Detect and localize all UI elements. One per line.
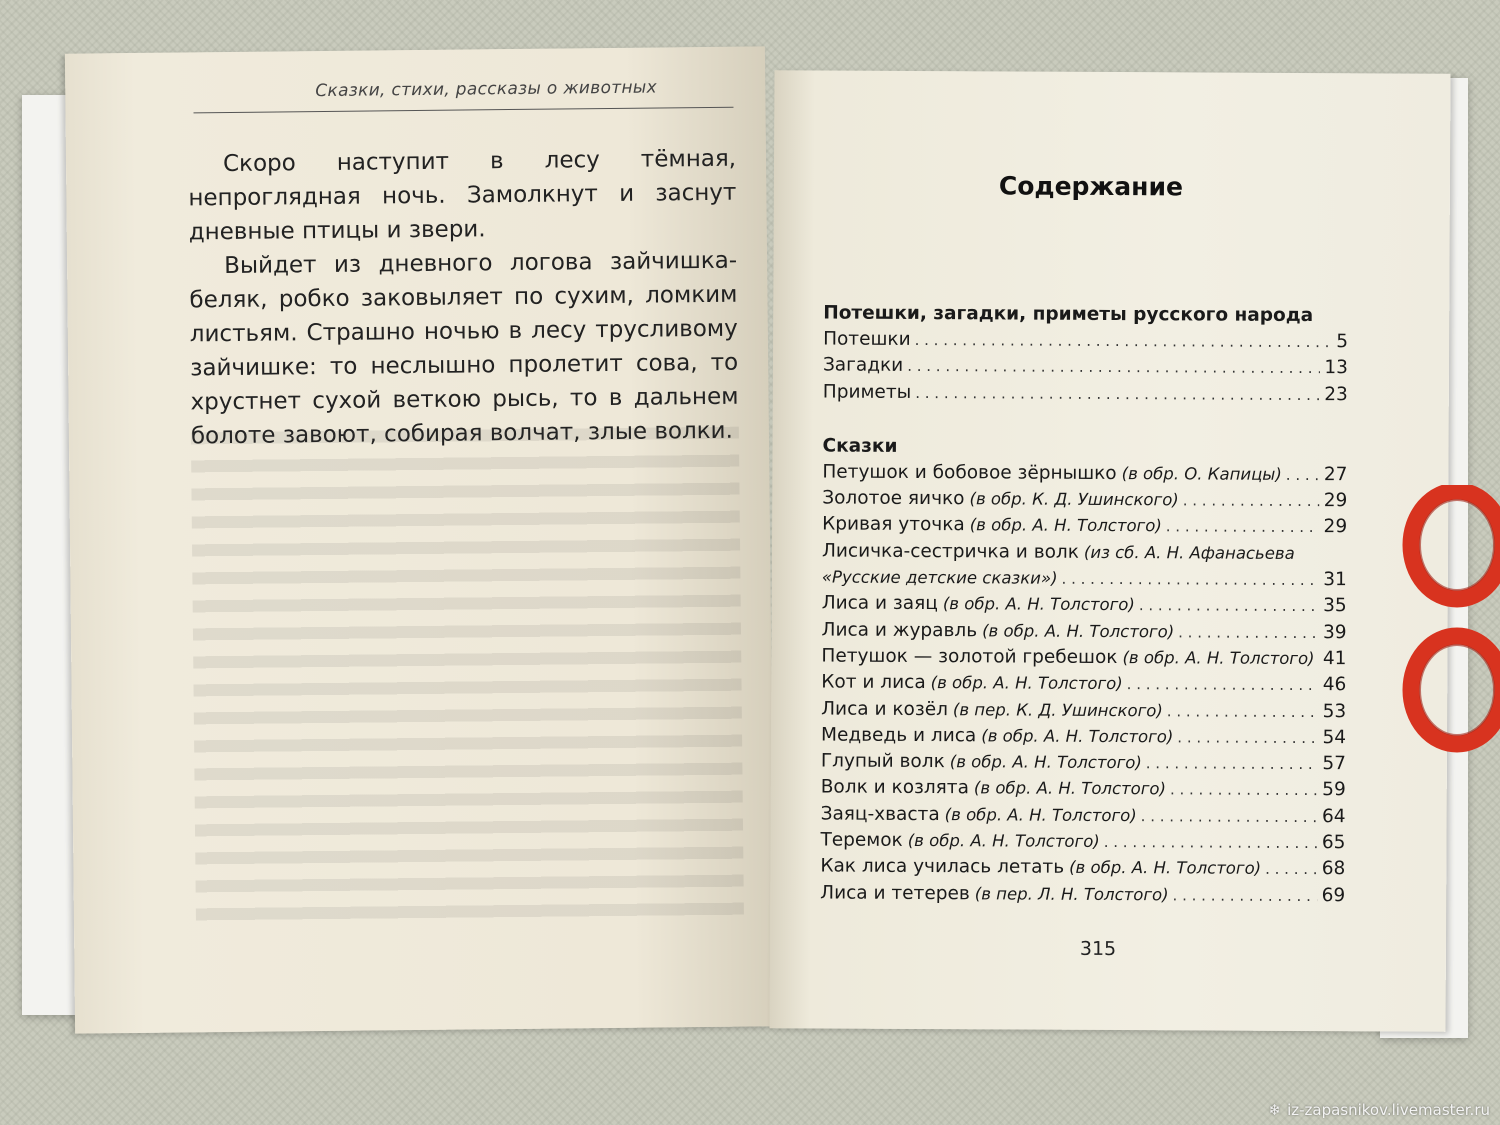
toc-entry bbox=[823, 353, 1348, 382]
leader-dots bbox=[1166, 514, 1320, 541]
show-through-text bbox=[191, 427, 744, 933]
toc-entry-page: 68 bbox=[1321, 858, 1346, 880]
toc-entry-title: Лиса и журавль bbox=[821, 619, 978, 641]
toc-entry-note: (в обр. А. Н. Толстого) bbox=[969, 515, 1162, 536]
leader-dots bbox=[1170, 777, 1318, 804]
toc-entry-note: (в обр. А. Н. Толстого) bbox=[981, 726, 1174, 747]
toc-entry-page: 13 bbox=[1324, 357, 1349, 379]
toc-entry-note: (в обр. А. Н. Толстого) bbox=[1122, 648, 1315, 669]
toc-entry-note: (в обр. А. Н. Толстого) bbox=[907, 830, 1100, 851]
toc-entry bbox=[820, 828, 1345, 857]
leader-dots bbox=[1173, 882, 1318, 909]
leader-dots bbox=[1141, 803, 1318, 830]
leader-dots bbox=[1127, 671, 1319, 698]
toc-entry bbox=[821, 643, 1346, 672]
toc-entry-title: Приметы bbox=[822, 381, 912, 403]
toc-section-heading: Потешки, загадки, приметы русского народа bbox=[823, 302, 1314, 327]
toc-entry-title: Теремок bbox=[820, 829, 903, 851]
right-page bbox=[769, 70, 1450, 1032]
toc-entry-title: Как лиса училась летать bbox=[820, 855, 1065, 879]
toc-entry-title: Лиса и тетерев bbox=[820, 882, 970, 904]
toc-entry-page: 65 bbox=[1321, 832, 1346, 854]
watermark-text: iz-zapasnikov.livemaster.ru bbox=[1287, 1101, 1490, 1119]
toc-entry-page: 64 bbox=[1322, 805, 1346, 827]
leader-dots bbox=[915, 327, 1333, 355]
toc-entry-page: 59 bbox=[1322, 779, 1346, 801]
page-title: Содержание bbox=[998, 171, 1184, 202]
leader-dots bbox=[1286, 462, 1320, 488]
toc-entry bbox=[820, 880, 1345, 909]
toc-entry-note: (в обр. А. Н. Толстого) bbox=[930, 673, 1123, 694]
toc-entry bbox=[822, 538, 1347, 567]
toc-entry bbox=[821, 749, 1346, 778]
toc-entry-note: (из сб. А. Н. Афанасьева bbox=[1083, 542, 1295, 563]
leader-dots bbox=[907, 353, 1320, 381]
toc-entry-title: Лиса и заяц bbox=[821, 592, 938, 615]
toc-entry bbox=[822, 459, 1347, 488]
toc-entry-title: Лиса и козёл bbox=[821, 698, 948, 720]
toc-entry-title: Заяц-хваста bbox=[820, 803, 940, 825]
header-rule bbox=[194, 107, 734, 114]
leader-dots bbox=[1146, 750, 1319, 777]
toc-entry-note: (в обр. К. Д. Ушинского) bbox=[969, 489, 1179, 510]
toc-entry-title: Петушок и бобовое зёрнышко bbox=[822, 461, 1117, 484]
paragraph: Выйдет из дневного логова зайчишка-беляк, робко заковыляет по сухим, ломким листьям. Страшно ночью в лесу трусливому зайчишке: то неслышно пролетит сова, то хрустнет сухой веткою рысь, то в дальнем болоте завоют, собирая волчат, злые волки. bbox=[189, 247, 739, 450]
toc-entry-page: 27 bbox=[1323, 464, 1348, 486]
toc-entry-page: 5 bbox=[1336, 331, 1349, 353]
toc-entry bbox=[820, 854, 1345, 883]
leader-dots bbox=[915, 380, 1320, 408]
leader-dots bbox=[1183, 488, 1320, 515]
toc-entry-page: 69 bbox=[1321, 884, 1346, 906]
toc-entry-page: 35 bbox=[1323, 595, 1347, 617]
toc-entry-note: (в пер. К. Д. Ушинского) bbox=[952, 699, 1163, 720]
page-body-text bbox=[188, 142, 739, 454]
leader-dots bbox=[1265, 856, 1318, 883]
toc-entry-title: Золотое яичко bbox=[822, 487, 965, 510]
toc-entry-title: Волк и козлята bbox=[820, 776, 970, 799]
toc-entry-page: 54 bbox=[1322, 726, 1347, 749]
toc-entry-page: 53 bbox=[1322, 700, 1347, 722]
toc-entry bbox=[821, 775, 1346, 804]
paragraph: Скоро наступит в лесу тёмная, непроглядная ночь. Замолкнут и заснут дневные птицы и звери. bbox=[188, 145, 737, 246]
toc-entry-title: Глупый волк bbox=[820, 750, 945, 773]
toc-entry bbox=[822, 617, 1347, 646]
toc-entry-page: 29 bbox=[1323, 490, 1348, 512]
toc-entry bbox=[822, 486, 1347, 515]
toc-entry-note: (в обр. А. Н. Толстого) bbox=[1069, 858, 1262, 879]
toc-entry-title: Лисичка-сестричка и волк bbox=[821, 540, 1080, 563]
toc-entry bbox=[821, 696, 1346, 725]
leader-dots bbox=[1139, 593, 1319, 620]
toc-entry-page: 46 bbox=[1322, 674, 1347, 696]
toc-entry bbox=[822, 512, 1347, 541]
toc-section-heading: Сказки bbox=[822, 435, 898, 457]
table-of-contents bbox=[820, 300, 1348, 909]
page-number: 315 bbox=[1079, 937, 1117, 961]
running-head: Сказки, стихи, рассказы о животных bbox=[315, 77, 658, 102]
toc-entry-page: 23 bbox=[1324, 383, 1348, 405]
toc-entry-note: (в обр. А. Н. Толстого) bbox=[973, 778, 1167, 799]
toc-entry-page: 57 bbox=[1322, 753, 1346, 775]
left-page bbox=[65, 46, 775, 1033]
toc-entry bbox=[821, 801, 1346, 830]
toc-entry-page: 29 bbox=[1323, 516, 1348, 538]
toc-entry-note: (в пер. Л. Н. Толстого) bbox=[974, 883, 1169, 904]
leader-dots bbox=[1318, 646, 1319, 672]
toc-entry-note: «Русские детские сказки») bbox=[821, 567, 1058, 588]
toc-entry bbox=[823, 379, 1348, 408]
leader-dots bbox=[1167, 698, 1319, 725]
toc-entry-note: (в обр. О. Капицы) bbox=[1121, 463, 1282, 484]
toc-entry-title: Потешки bbox=[823, 328, 911, 350]
leader-dots bbox=[1178, 619, 1319, 646]
toc-entry-page: 31 bbox=[1323, 569, 1347, 591]
toc-entry-title: Медведь и лиса bbox=[820, 724, 977, 747]
toc-entry-note: (в обр. А. Н. Толстого) bbox=[942, 594, 1135, 615]
watermark bbox=[1268, 1101, 1490, 1119]
toc-entry bbox=[823, 326, 1348, 355]
toc-entry-page: 39 bbox=[1322, 621, 1347, 643]
toc-entry-title: Кривая уточка bbox=[822, 513, 965, 536]
leader-dots bbox=[1177, 724, 1318, 751]
leader-dots bbox=[1104, 829, 1318, 856]
toc-entry-note: (в обр. А. Н. Толстого) bbox=[982, 621, 1175, 642]
toc-entry bbox=[822, 565, 1347, 594]
toc-entry-title: Петушок — золотой гребешок bbox=[821, 645, 1118, 669]
scissors-icon bbox=[1385, 485, 1500, 755]
toc-entry-note: (в обр. А. Н. Толстого) bbox=[949, 752, 1142, 773]
toc-entry-note: (в обр. А. Н. Толстого) bbox=[944, 804, 1137, 825]
toc-entry bbox=[821, 670, 1346, 699]
toc-entry-title: Загадки bbox=[822, 354, 904, 377]
snowflake-logo-icon: ❄ bbox=[1268, 1101, 1282, 1119]
toc-entry-page: 41 bbox=[1322, 648, 1347, 670]
toc-entry-title: Кот и лиса bbox=[821, 671, 926, 694]
leader-dots bbox=[1061, 566, 1319, 594]
toc-entry bbox=[821, 722, 1346, 751]
toc-entry bbox=[822, 591, 1347, 620]
